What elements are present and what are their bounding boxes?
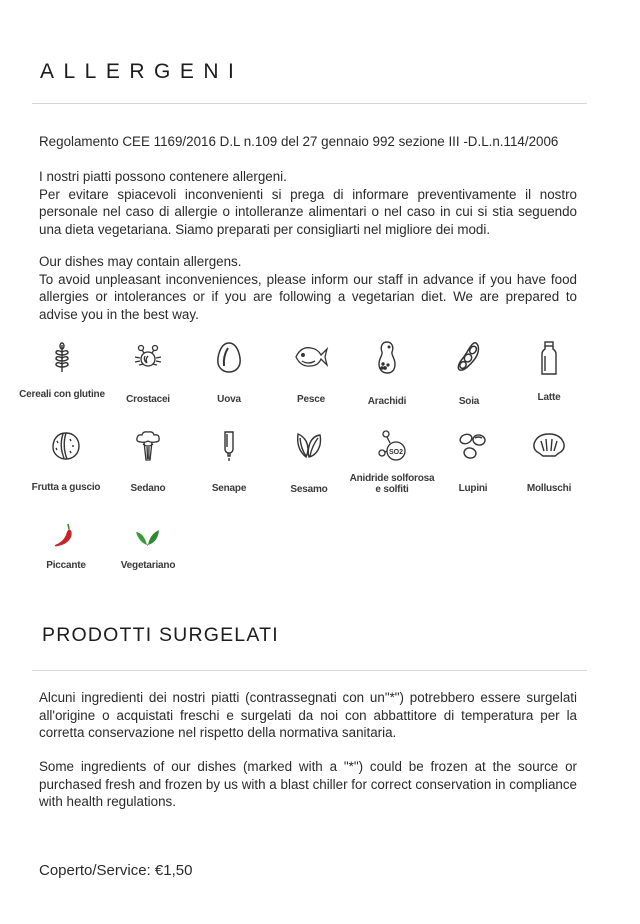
english-notice-body: To avoid unpleasant inconveniences, please inform our staff in advance if you have food allergies or intolerances or if you are following a vegetarian diet. We are prepared to advise you in the best way.: [39, 271, 577, 322]
allergens-title: ALLERGENI: [40, 60, 244, 83]
allergen-label: Sedano: [130, 483, 166, 494]
allergen-molluschi: [504, 429, 594, 494]
shell-icon: [531, 429, 567, 463]
lupin-icon: [456, 429, 490, 463]
fish-icon: [293, 340, 329, 374]
nut-icon: [49, 429, 83, 463]
allergen-label: Crostacei: [126, 394, 170, 405]
allergen-label: Arachidi: [367, 396, 407, 407]
allergen-sesamo: [264, 429, 354, 495]
allergen-label: Uova: [217, 394, 241, 405]
allergen-label: Molluschi: [526, 483, 572, 494]
allergen-label: Cereali con glutine: [19, 389, 105, 400]
allergen-label: Pesce: [297, 394, 325, 405]
milk-bottle-icon: [532, 340, 566, 376]
allergen-label: Soia: [458, 396, 480, 407]
allergen-label: Lupini: [458, 483, 488, 494]
allergen-solfiti: [347, 429, 437, 495]
frozen-products-title: PRODOTTI SURGELATI: [42, 624, 279, 646]
peanut-icon: [370, 340, 404, 374]
allergen-arachidi: [342, 340, 432, 407]
allergen-sedano: [103, 429, 193, 494]
allergen-label: Piccante: [46, 560, 86, 571]
crab-icon: [131, 340, 165, 374]
allergen-piccante: [21, 520, 111, 571]
english-notice-line1: Our dishes may contain allergens.: [39, 254, 242, 269]
allergen-label: Latte: [537, 392, 561, 403]
allergen-latte: [504, 340, 594, 403]
allergen-label: Frutta a guscio: [31, 482, 101, 493]
sulphite-icon: [374, 429, 410, 463]
celery-icon: [131, 429, 165, 463]
allergen-label: Senape: [211, 483, 247, 494]
allergen-frutta-a-guscio: [21, 429, 111, 493]
english-notice: [39, 253, 577, 323]
soy-icon: [452, 340, 486, 374]
allergen-uova: [184, 340, 274, 405]
allergen-cereali: [17, 340, 107, 400]
frozen-italian-text: Alcuni ingredienti dei nostri piatti (contrassegnati con un"*") potrebbero essere surgelati all'origine o acquistati freschi e surgelati da noi con abbattitore di temperatura per la corretta conservazione nel rispetto della normativa sanitaria.: [39, 690, 577, 740]
leaf-icon: [131, 520, 165, 550]
sesame-icon: [292, 429, 326, 463]
italian-notice-body: Per evitare spiacevoli inconvenienti si prega di informare preventivamente il nostro personale nel caso di allergie o intolleranze alimentari o nel caso in cui si stia seguendo una dieta vegetariana. Siamo preparati per consigliarti nel migliore dei modi.: [39, 186, 577, 237]
allergen-soia: [424, 340, 514, 407]
allergen-label: Vegetariano: [120, 560, 176, 571]
svg-text:SO2: SO2: [388, 449, 404, 456]
regulation-text: Regolamento CEE 1169/2016 D.L n.109 del 27 gennaio 992 sezione III -D.L.n.114/2006: [39, 134, 559, 149]
wheat-icon: [45, 340, 79, 374]
allergen-label: Anidride solforosa e solfiti: [349, 473, 435, 495]
mustard-icon: [212, 429, 246, 463]
divider: [32, 670, 587, 671]
egg-icon: [212, 340, 246, 374]
allergen-senape: [184, 429, 274, 494]
chili-icon: [49, 520, 83, 550]
cover-charge: Coperto/Service: €1,50: [39, 862, 193, 879]
allergen-label: Sesamo: [290, 484, 328, 495]
allergen-crostacei: [103, 340, 193, 405]
allergen-vegetariano: [103, 520, 193, 571]
italian-notice-line1: I nostri piatti possono contenere allergeni.: [39, 169, 287, 184]
divider: [32, 103, 587, 104]
italian-notice: [39, 168, 577, 238]
frozen-english-text: Some ingredients of our dishes (marked with a "*") could be frozen at the source or purchased fresh and frozen by us with a blast chiller for correct conservation in compliance with health regulations.: [39, 759, 577, 809]
